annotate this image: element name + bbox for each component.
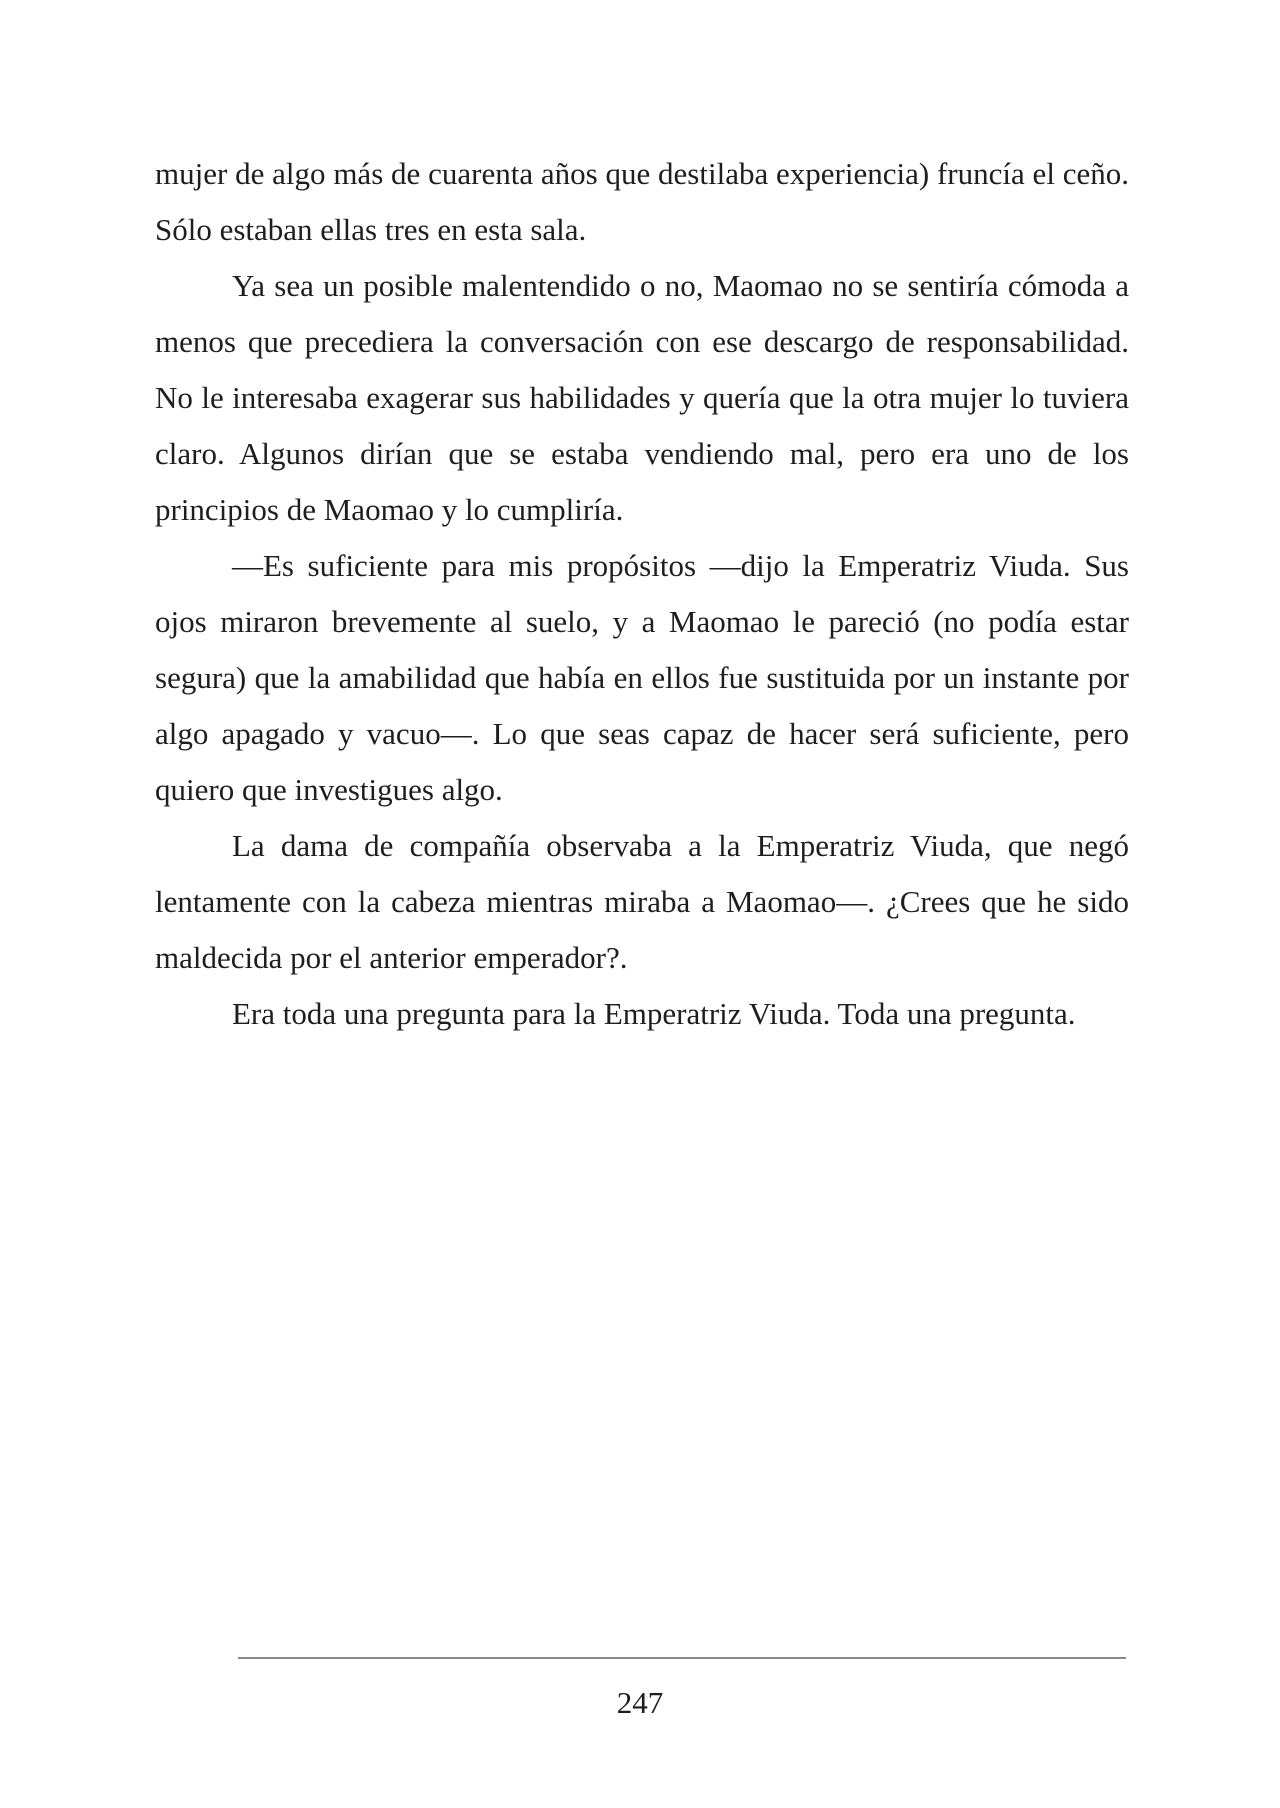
page-number: 247	[616, 1685, 664, 1720]
paragraph: Era toda una pregunta para la Emperatriz Viuda. Toda una pregunta.	[232, 996, 1076, 1031]
paragraph: Ya sea un posible malentendido o no, Maomao no se sentiría cómoda a menos que precediera la conversación con ese descargo de responsabilidad. No le interesaba exagerar sus habilidades y quería que la otra mujer lo tuviera claro. Algunos dirían que se estaba vendiendo mal, pero era uno de los principios de Maomao y lo cumpliría.	[155, 268, 1129, 527]
paragraph: La dama de compañía observaba a la Emperatriz Viuda, que negó lentamente con la cabeza mientras miraba a Maomao—. ¿Crees que he sido maldecida por el anterior emperador?.	[155, 828, 1129, 975]
footer-divider	[238, 1657, 1126, 1659]
page-body	[155, 146, 1129, 1042]
paragraph: —Es suficiente para mis propósitos —dijo la Emperatriz Viuda. Sus ojos miraron brevemente al suelo, y a Maomao le pareció (no podía estar segura) que la amabilidad que había en ellos fue sustituida por un instante por algo apagado y vacuo—. Lo que seas capaz de hacer será suficiente, pero quiero que investigues algo.	[155, 548, 1129, 807]
paragraph: mujer de algo más de cuarenta años que destilaba experiencia) fruncía el ceño. Sólo estaban ellas tres en esta sala.	[155, 156, 1129, 247]
